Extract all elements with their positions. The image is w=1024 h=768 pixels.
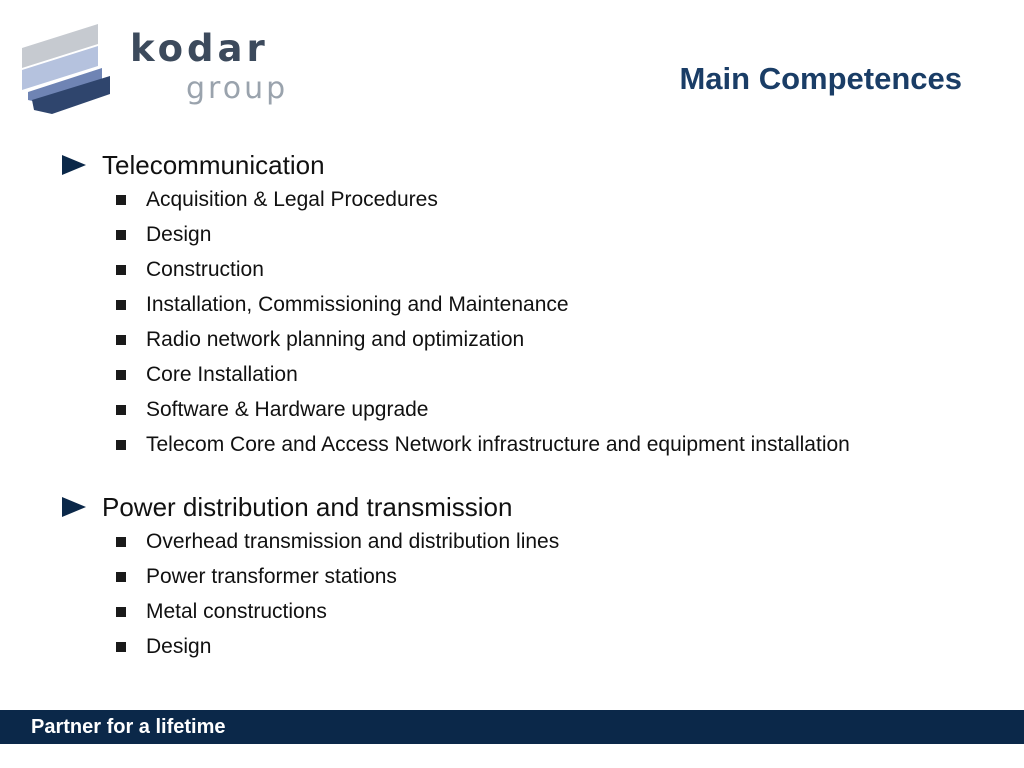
square-bullet-icon bbox=[116, 572, 126, 582]
square-bullet-icon bbox=[116, 440, 126, 450]
list-item bbox=[116, 392, 1002, 427]
square-bullet-icon bbox=[116, 642, 126, 652]
section-heading bbox=[62, 148, 1002, 182]
footer-bar bbox=[0, 710, 1024, 744]
slide-title: Main Competences bbox=[679, 61, 962, 96]
footer-tagline: Partner for a lifetime bbox=[31, 715, 226, 738]
section-telecommunication bbox=[62, 148, 1002, 462]
list-item bbox=[116, 594, 1002, 629]
square-bullet-icon bbox=[116, 335, 126, 345]
list-item-text: Design bbox=[146, 635, 212, 658]
list-item-text: Overhead transmission and distribution lines bbox=[146, 530, 560, 553]
list-item-text: Metal constructions bbox=[146, 600, 327, 623]
square-bullet-icon bbox=[116, 265, 126, 275]
list-item bbox=[116, 629, 1002, 664]
list-item-text: Acquisition & Legal Procedures bbox=[146, 188, 438, 211]
section-heading bbox=[62, 490, 1002, 524]
list-item bbox=[116, 427, 1002, 462]
square-bullet-icon bbox=[116, 370, 126, 380]
square-bullet-icon bbox=[116, 537, 126, 547]
square-bullet-icon bbox=[116, 405, 126, 415]
list-item bbox=[116, 357, 1002, 392]
list-item bbox=[116, 287, 1002, 322]
triangle-right-icon bbox=[62, 155, 86, 175]
list-item-text: Design bbox=[146, 223, 212, 246]
list-item-text: Telecom Core and Access Network infrastructure and equipment installation bbox=[146, 433, 850, 456]
section-power-distribution bbox=[62, 490, 1002, 664]
list-item-text: Power transformer stations bbox=[146, 565, 397, 588]
list-item bbox=[116, 322, 1002, 357]
list-item-text: Radio network planning and optimization bbox=[146, 328, 525, 351]
list-item-text: Installation, Commissioning and Maintenance bbox=[146, 293, 569, 316]
triangle-right-icon bbox=[62, 497, 86, 517]
company-logo bbox=[18, 20, 288, 120]
section-title: Power distribution and transmission bbox=[102, 492, 513, 522]
list-item bbox=[116, 182, 1002, 217]
logo-subtitle: group bbox=[186, 71, 289, 106]
list-item bbox=[116, 559, 1002, 594]
square-bullet-icon bbox=[116, 195, 126, 205]
competences-list bbox=[62, 148, 1002, 664]
kodar-logo-mark-icon bbox=[18, 20, 118, 120]
square-bullet-icon bbox=[116, 300, 126, 310]
list-item bbox=[116, 252, 1002, 287]
square-bullet-icon bbox=[116, 607, 126, 617]
list-item bbox=[116, 217, 1002, 252]
list-item-text: Core Installation bbox=[146, 363, 298, 386]
list-item-text: Software & Hardware upgrade bbox=[146, 398, 429, 421]
list-item bbox=[116, 524, 1002, 559]
square-bullet-icon bbox=[116, 230, 126, 240]
list-item-text: Construction bbox=[146, 258, 264, 281]
logo-name: kodar bbox=[130, 27, 269, 70]
section-title: Telecommunication bbox=[102, 150, 325, 180]
